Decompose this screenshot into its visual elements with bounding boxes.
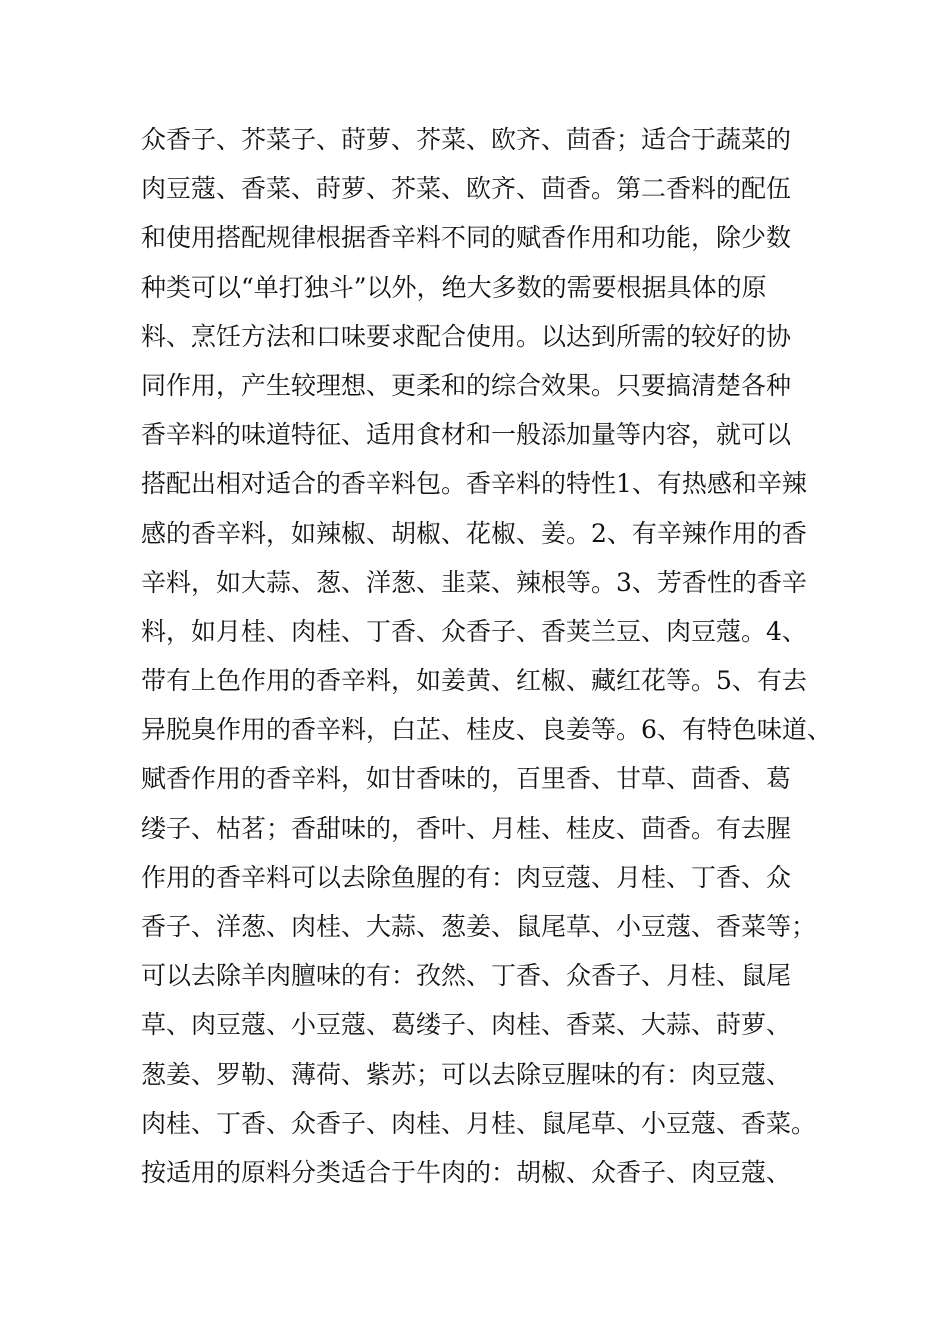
text-line: 感的香辛料，如辣椒、胡椒、花椒、姜。2、有辛辣作用的香 <box>141 518 807 548</box>
text-line: 料、烹饪方法和口味要求配合使用。以达到所需的较好的协 <box>141 321 792 351</box>
text-line: 可以去除羊肉膻味的有：孜然、丁香、众香子、月桂、鼠尾 <box>141 961 792 991</box>
text-line: 按适用的原料分类适合于牛肉的：胡椒、众香子、肉豆蔻、 <box>141 1157 792 1187</box>
text-line: 众香子、芥菜子、莳萝、芥菜、欧齐、茴香；适合于蔬菜的 <box>141 125 792 154</box>
text-line: 辛料，如大蒜、葱、洋葱、韭菜、辣根等。3、芳香性的香辛 <box>141 567 807 597</box>
text-line: 带有上色作用的香辛料，如姜黄、红椒、藏红花等。5、有去 <box>141 666 807 696</box>
text-line: 料，如月桂、肉桂、丁香、众香子、香荚兰豆、肉豆蔻。4、 <box>141 616 807 646</box>
text-line: 葱姜、罗勒、薄荷、紫苏；可以去除豆腥味的有：肉豆蔻、 <box>141 1059 792 1089</box>
text-line: 异脱臭作用的香辛料，白芷、桂皮、良姜等。6、有特色味道、 <box>141 715 832 745</box>
text-line: 搭配出相对适合的香辛料包。香辛料的特性1、有热感和辛辣 <box>141 469 807 499</box>
text-line: 种类可以“单打独斗”以外，绝大多数的需要根据具体的原 <box>141 272 767 302</box>
text-line: 赋香作用的香辛料，如甘香味的，百里香、甘草、茴香、葛 <box>141 764 792 794</box>
text-line: 香子、洋葱、肉桂、大蒜、葱姜、鼠尾草、小豆蔻、香菜等； <box>141 912 817 941</box>
text-line: 肉桂、丁香、众香子、肉桂、月桂、鼠尾草、小豆蔻、香菜。 <box>141 1108 817 1138</box>
text-line: 肉豆蔻、香菜、莳萝、芥菜、欧齐、茴香。第二香料的配伍 <box>141 174 792 204</box>
text-line: 香辛料的味道特征、适用食材和一般添加量等内容，就可以 <box>141 420 792 450</box>
text-line: 草、肉豆蔻、小豆蔻、葛缕子、肉桂、香菜、大蒜、莳萝、 <box>141 1010 792 1040</box>
text-line: 作用的香辛料可以去除鱼腥的有：肉豆蔻、月桂、丁香、众 <box>141 862 792 892</box>
text-line: 同作用，产生较理想、更柔和的综合效果。只要搞清楚各种 <box>141 370 792 400</box>
text-line: 和使用搭配规律根据香辛料不同的赋香作用和功能，除少数 <box>141 223 792 253</box>
body-text <box>141 115 841 1197</box>
text-line: 缕子、枯茗；香甜味的，香叶、月桂、桂皮、茴香。有去腥 <box>141 813 792 843</box>
